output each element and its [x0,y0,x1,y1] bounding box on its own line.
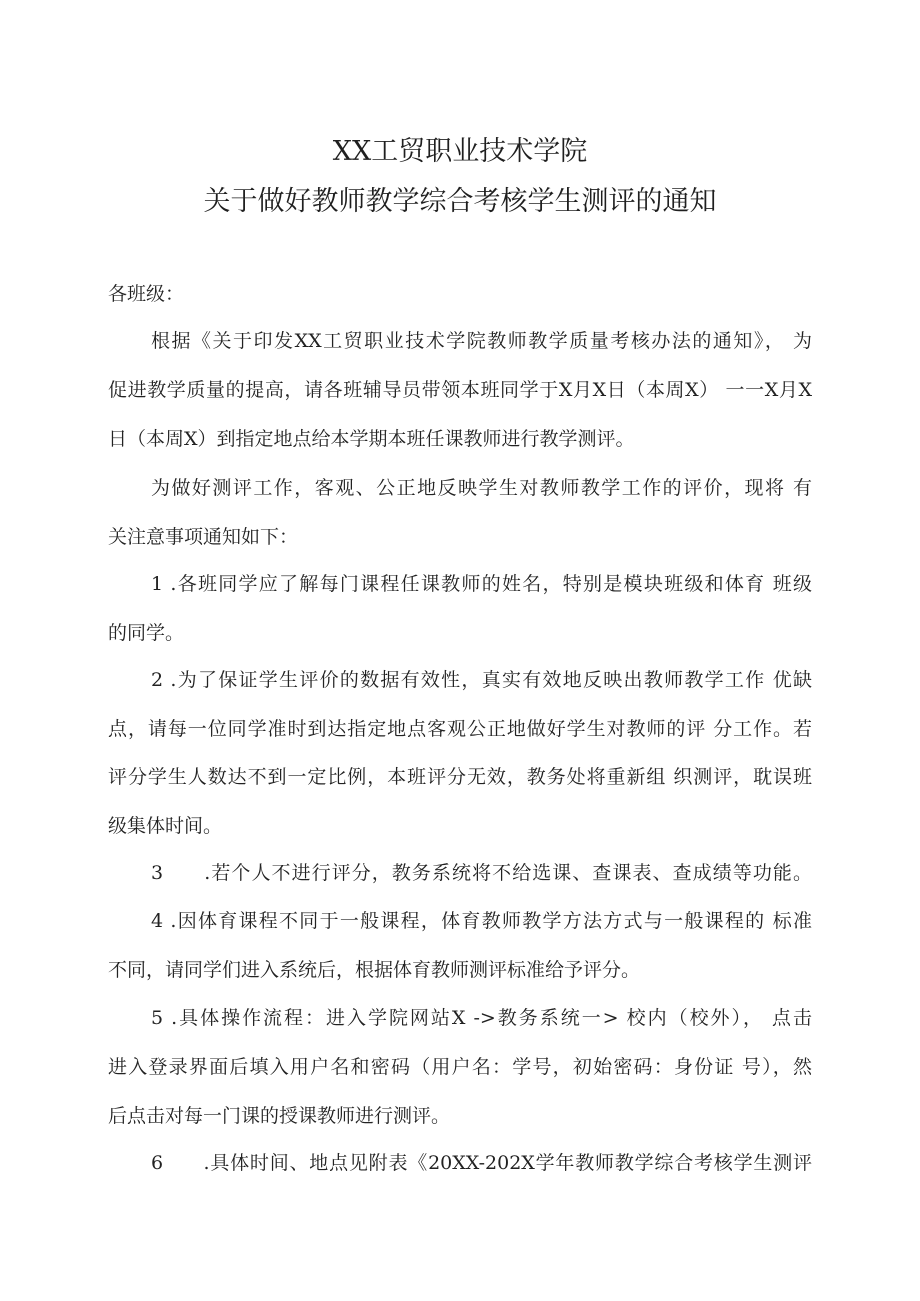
item-2-line-3: 评分学生人数达不到一定比例，本班评分无效，教务处将重新组 织测评，耽误班 [108,766,812,788]
item-5-line-3: 后点击对每一门课的授课教师进行测评。 [108,1105,451,1127]
item-2-line-4: 级集体时间。 [108,815,223,837]
item-1-line-2: 的同学。 [108,622,185,644]
item-4-line-2: 不同，请同学们进入系统后，根据体育教师测评标准给予评分。 [108,959,641,981]
item-3-line-1: 3 .若个人不进行评分，教务系统将不给选课、查课表、查成绩等功能。 [151,862,812,884]
item-5-line-1: 5 .具体操作流程：进入学院网站X ->教务系统一> 校内（校外）， 点击 [151,1007,812,1029]
item-1-line-1: 1 .各班同学应了解每门课程任课教师的姓名，特别是模块班级和体育 班级 [151,573,812,595]
item-4-line-1: 4 .因体育课程不同于一般课程，体育教师教学方法方式与一般课程的 标准 [151,910,812,932]
item-5-line-2: 进入登录界面后填入用户名和密码（用户名：学号，初始密码：身份证 号），然 [108,1056,812,1078]
paragraph-1-line-3: 日（本周X）到指定地点给本学期本班任课教师进行教学测评。 [108,428,635,450]
item-2-line-1: 2 .为了保证学生评价的数据有效性，真实有效地反映出教师教学工作 优缺 [151,669,812,691]
paragraph-1-line-1: 根据《关于印发XX工贸职业技术学院教师教学质量考核办法的通知》， 为 [151,330,812,352]
salutation: 各班级： [108,283,185,305]
notice-title-heading: 关于做好教师教学综合考核学生测评的通知 [203,186,717,217]
paragraph-1-line-2: 促进教学质量的提高，请各班辅导员带领本班同学于X月X日（本周X） 一一X月X [108,379,812,401]
paragraph-2-line-1: 为做好测评工作，客观、公正地反映学生对教师教学工作的评价，现将 有 [151,477,812,499]
item-2-line-2: 点，请每一位同学准时到达指定地点客观公正地做好学生对教师的评 分工作。若 [108,718,812,740]
school-name-heading: XX工贸职业技术学院 [332,136,588,167]
paragraph-2-line-2: 关注意事项通知如下： [108,526,299,548]
item-6-line-1: 6 .具体时间、地点见附表《20XX-202X学年教师教学综合考核学生测评 [151,1152,812,1174]
